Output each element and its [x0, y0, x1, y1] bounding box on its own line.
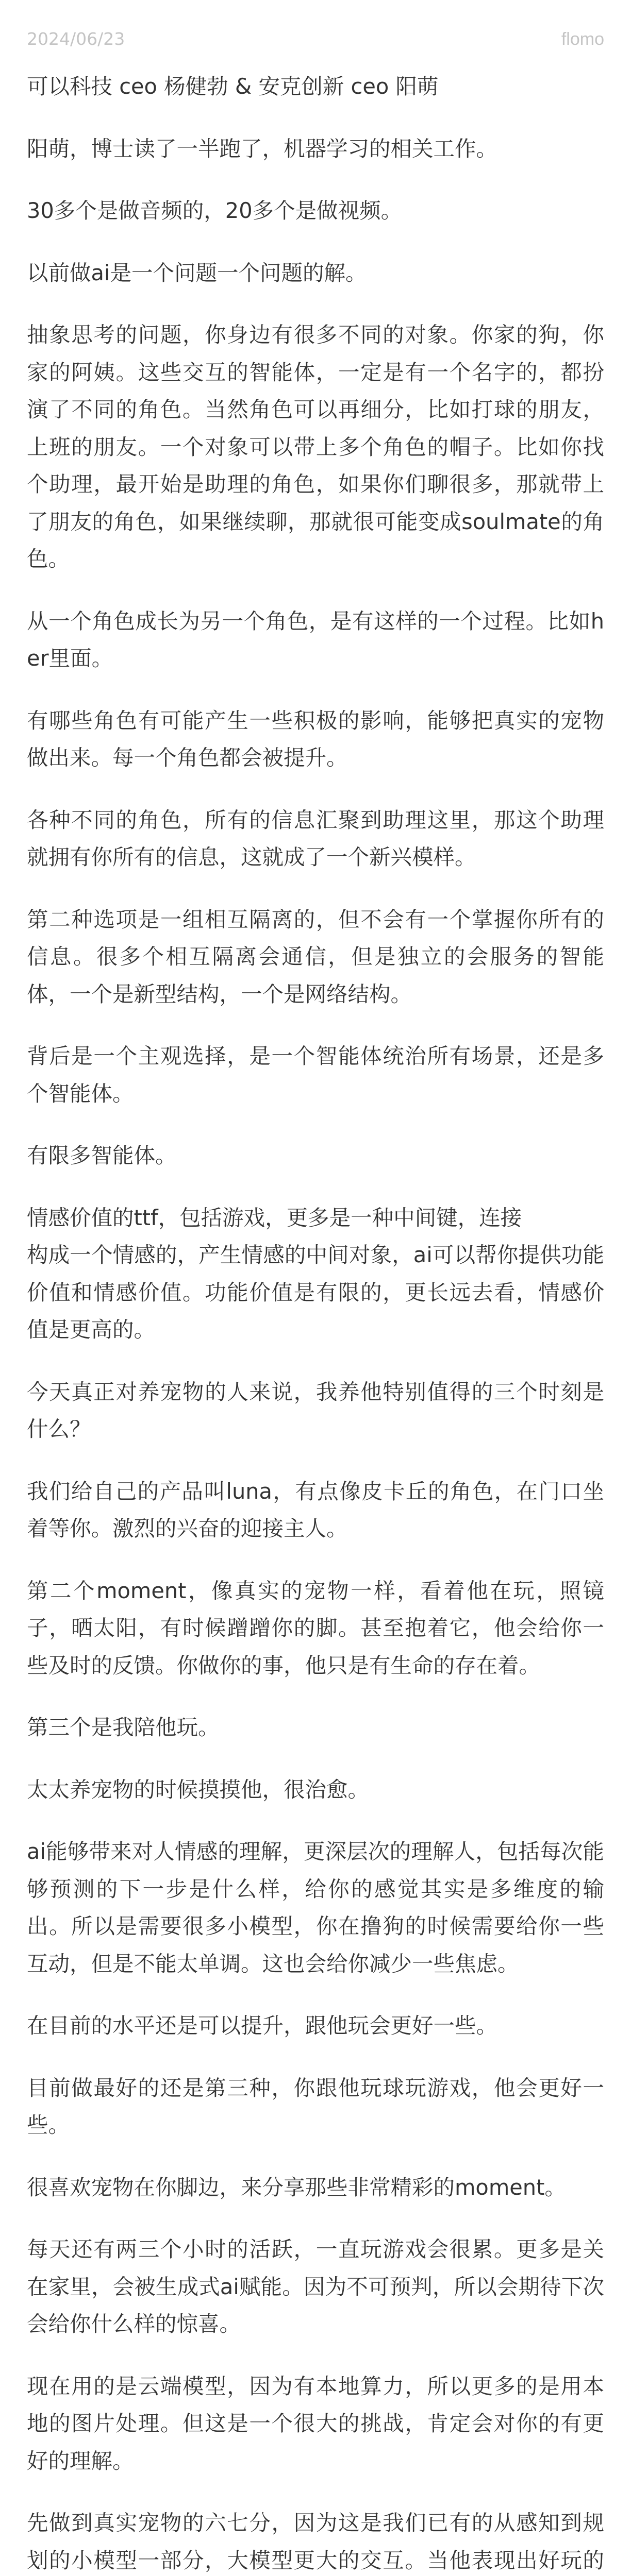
- paragraph: 构成一个情感的，产生情感的中间对象，ai可以帮你提供功能价值和情感价值。功能价值是有限的，更长远去看，情感价值是更高的。: [27, 1242, 604, 1342]
- paragraph: 30多个是做音频的，20多个是做视频。: [27, 198, 403, 223]
- paragraph: 有哪些角色有可能产生一些积极的影响，能够把真实的宠物做出来。每一个角色都会被提升。: [27, 707, 604, 770]
- paragraph: 太太养宠物的时候摸摸他，很治愈。: [27, 1776, 370, 1802]
- paragraph: 先做到真实宠物的六七分，因为这是我们已有的从感知到规划的小模型一部分，大模型更大的交互。当他表现出好玩的: [27, 2510, 604, 2573]
- paragraph: 第二种选项是一组相互隔离的，但不会有一个掌握你所有的信息。很多个相互隔离会通信，但是独立的会服务的智能体，一个是新型结构，一个是网络结构。: [27, 906, 604, 1007]
- paragraph: 以前做ai是一个问题一个问题的解。: [27, 260, 367, 285]
- paragraph: 背后是一个主观选择，是一个智能体统治所有场景，还是多个智能体。: [27, 1043, 604, 1106]
- paragraph: 阳萌，博士读了一半跑了，机器学习的相关工作。: [27, 135, 498, 161]
- brand-logo-text: flomo: [561, 29, 604, 49]
- paragraph: 很喜欢宠物在你脚边，来分享那些非常精彩的moment。: [27, 2174, 566, 2200]
- paragraph: 有限多智能体。: [27, 1143, 177, 1168]
- paragraph: 情感价值的ttf，包括游戏，更多是一种中间键，连接: [27, 1205, 522, 1230]
- paragraph: 第二个moment，像真实的宠物一样，看着他在玩，照镜子，晒太阳，有时候蹭蹭你的脚。甚至抱着它，他会给你一些及时的反馈。你做你的事，他只是有生命的存在着。: [27, 1578, 604, 1678]
- paragraph: 第三个是我陪他玩。: [27, 1715, 220, 1740]
- paragraph: 在目前的水平还是可以提升，跟他玩会更好一些。: [27, 2013, 498, 2038]
- paragraph: 从一个角色成长为另一个角色，是有这样的一个过程。比如her里面。: [27, 608, 604, 671]
- paragraph: 可以科技 ceo 杨健勃 & 安克创新 ceo 阳萌: [27, 74, 439, 99]
- memo-content: [27, 68, 604, 2576]
- memo-header: [27, 28, 604, 50]
- memo-date: 2024/06/23: [27, 29, 125, 49]
- paragraph: 现在用的是云端模型，因为有本地算力，所以更多的是用本地的图片处理。但这是一个很大的挑战，肯定会对你的有更好的理解。: [27, 2373, 604, 2473]
- paragraph: ai能够带来对人情感的理解，更深层次的理解人，包括每次能够预测的下一步是什么样，给你的感觉其实是多维度的输出。所以是需要很多小模型，你在撸狗的时候需要给你一些互动，但是不能太单调。这也会给你减少一些焦虑。: [27, 1839, 604, 1976]
- paragraph: 我们给自己的产品叫luna，有点像皮卡丘的角色，在门口坐着等你。激烈的兴奋的迎接主人。: [27, 1478, 604, 1541]
- paragraph: 各种不同的角色，所有的信息汇聚到助理这里，那这个助理就拥有你所有的信息，这就成了一个新兴模样。: [27, 807, 604, 870]
- paragraph: 抽象思考的问题，你身边有很多不同的对象。你家的狗，你家的阿姨。这些交互的智能体，一定是有一个名字的，都扮演了不同的角色。当然角色可以再细分，比如打球的朋友，上班的朋友。一个对象可以带上多个角色的帽子。比如你找个助理，最开始是助理的角色，如果你们聊很多，那就带上了朋友的角色，如果继续聊，那就很可能变成soulmate的角色。: [27, 322, 604, 571]
- paragraph: 每天还有两三个小时的活跃，一直玩游戏会很累。更多是关在家里，会被生成式ai赋能。因为不可预判，所以会期待下次会给你什么样的惊喜。: [27, 2236, 604, 2336]
- paragraph: 今天真正对养宠物的人来说，我养他特别值得的三个时刻是什么？: [27, 1379, 604, 1442]
- paragraph: 目前做最好的还是第三种，你跟他玩球玩游戏，他会更好一些。: [27, 2075, 604, 2138]
